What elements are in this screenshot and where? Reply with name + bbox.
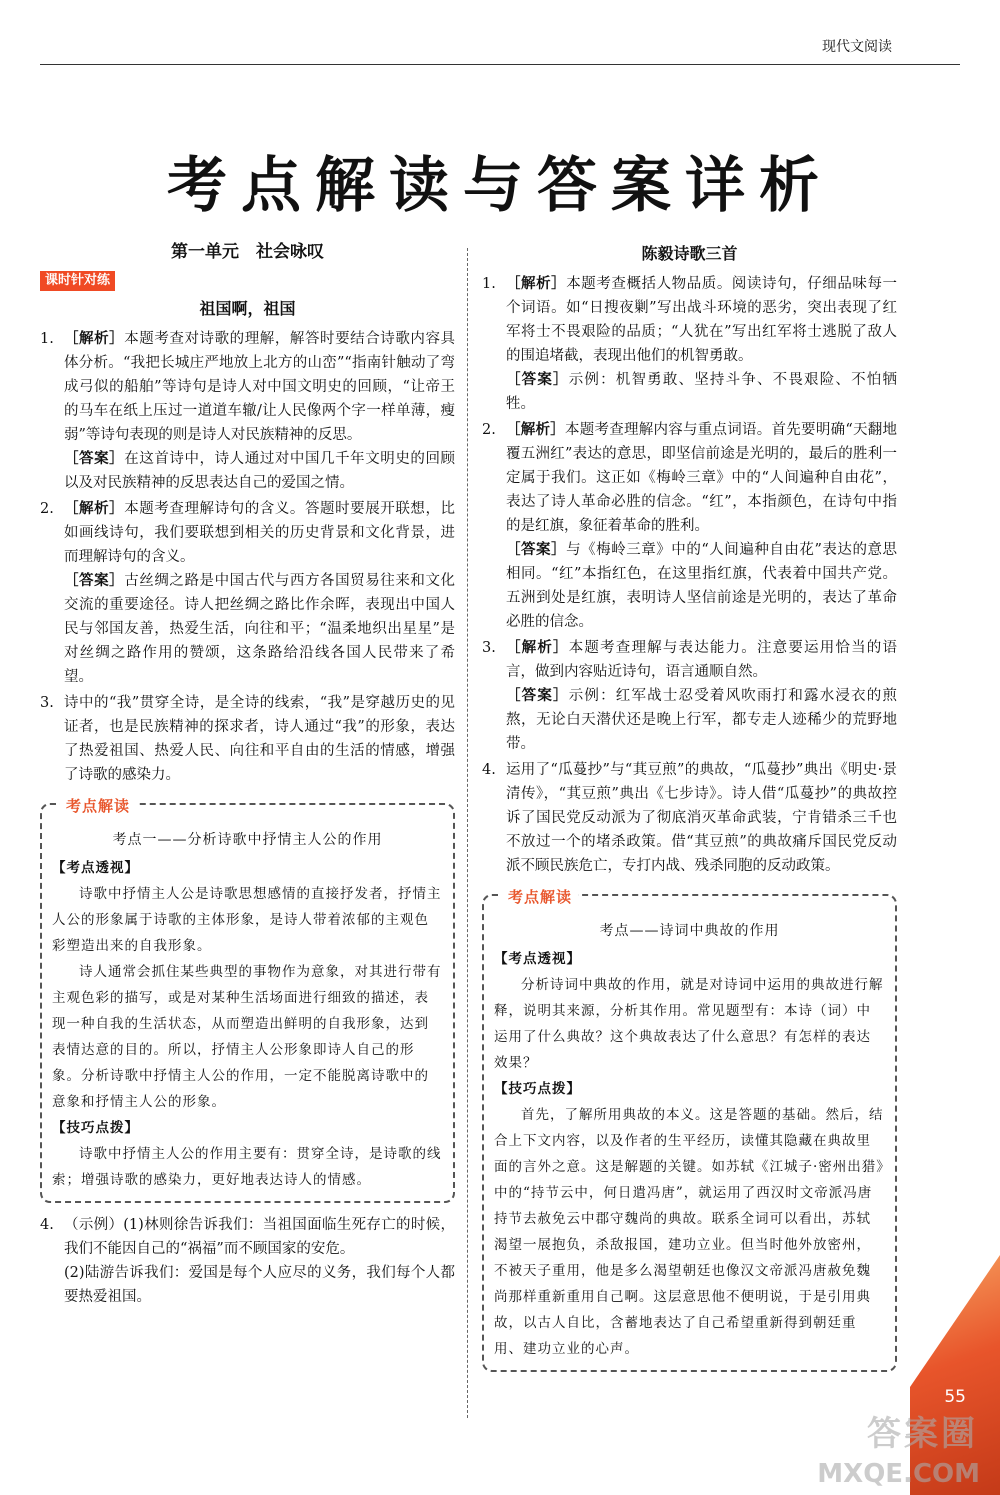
answer-item — [40, 497, 455, 689]
key-point-box — [40, 797, 455, 1203]
tips-heading: 【技巧点拨】 — [52, 1120, 139, 1136]
answer-item — [482, 758, 897, 878]
analysis-tag: ［解析］ — [64, 500, 125, 517]
answer-tag: ［答案］ — [506, 687, 569, 704]
analysis-tag: ［解析］ — [506, 639, 569, 656]
analysis-text: 本题考查理解诗句的含义。答题时要展开联想，比如画线诗句，我们要联想到相关的历史背景和文化背景，进而理解诗句的含义。 — [64, 501, 456, 565]
answer-item — [482, 636, 897, 756]
section-label: 现代文阅读 — [822, 39, 892, 55]
answer-item — [482, 272, 897, 416]
tips-paragraph: 首先，了解所用典故的本义。这是答题的基础。然后，结合上下文内容，以及作者的生平经历，读懂其隐藏在典故里面的言外之意。这是解题的关键。如苏轼《江城子·密州出猎》中的“持节云中，何日遣冯唐”，就运用了西汉时文帝派冯唐持节去赦免云中郡守魏尚的典故。联系全词可以看出，苏轼渴望一展抱负，杀敌报国，建功立业。但当时他外放密州，不被天子重用，他是多么渴望朝廷也像汉文帝派冯唐赦免魏尚那样重新重用自己啊。这层意思他不便明说，于是引用典故，以古人自比，含蓄地表达了自己希望重新得到朝廷重用、建功立业的心声。 — [494, 1107, 885, 1357]
answer-item — [40, 691, 455, 787]
answer-text: 古丝绸之路是中国古代与西方各国贸易往来和文化交流的重要途径。诗人把丝绸之路比作余晖，表现出中国人民与邻国友善，热爱生活，向往和平；“温柔地织出星星”是对丝绸之路作用的赞颂，这条路给沿线各国人民带来了希望。 — [64, 573, 456, 685]
right-column — [482, 240, 897, 1382]
item-number: 3. — [40, 695, 54, 711]
answer-text: 在这首诗中，诗人通过对中国几千年文明史的回顾以及对民族精神的反思表达自己的爱国之情。 — [64, 451, 456, 491]
analysis-text: 本题考查理解内容与重点词语。首先要明确“天翻地覆五洲红”表达的意思，即坚信前途是光明的，最后的胜利一定属于我们。这正如《梅岭三章》中的“人间遍种自由花”，表达了诗人革命必胜的信念。“红”，本指颜色，在诗句中指的是红旗，象征着革命的胜利。 — [506, 422, 897, 534]
key-point-paragraph: 分析诗词中典故的作用，就是对诗词中运用的典故进行解释，说明其来源，分析其作用。常见题型有：本诗（词）中运用了什么典故？这个典故表达了什么意思？有怎样的表达效果？ — [494, 977, 884, 1071]
answer-item — [40, 1213, 455, 1309]
item-number: 4. — [40, 1217, 54, 1233]
item-number: 4. — [482, 762, 496, 778]
key-point-paragraph: 诗歌中抒情主人公是诗歌思想感情的直接抒发者，抒情主人公的形象属于诗歌的主体形象，是诗人带着浓郁的主观色彩塑造出来的自我形象。 — [52, 886, 442, 954]
item-number: 2. — [482, 422, 496, 438]
key-point-tag: 考点解读 — [502, 884, 578, 910]
tips-paragraph: 诗歌中抒情主人公的作用主要有：贯穿全诗，是诗歌的线索；增强诗歌的感染力，更好地表达诗人的情感。 — [52, 1146, 442, 1188]
item-number: 1. — [40, 331, 54, 347]
answer-text: 运用了“瓜蔓抄”与“萁豆煎”的典故，“瓜蔓抄”典出《明史·景清传》，“萁豆煎”典出《七步诗》。诗人借“瓜蔓抄”的典故控诉了国民党反动派为了彻底消灭革命武装，宁肯错杀三千也不放过一个的堵杀政策。借“萁豆煎”的典故痛斥国民党反动派不顾民族危亡，专打内战、残杀同胞的反动政策。 — [506, 762, 897, 874]
answer-text: 与《梅岭三章》中的“人间遍种自由花”表达的意思相同。“红”本指红色，在这里指红旗，代表着中国共产党。五洲到处是红旗，表明诗人坚信前途是光明的，表达了革命必胜的信念。 — [506, 542, 898, 630]
answer-tag: ［答案］ — [506, 371, 569, 388]
poem-title: 陈毅诗歌三首 — [641, 244, 738, 263]
answer-tag: ［答案］ — [64, 572, 125, 589]
analysis-text: 本题考查概括人物品质。阅读诗句，仔细品味每一个词语。如“日搜夜剿”写出战斗环境的恶劣，突出表现了红军将士不畏艰险的品质；“人犹在”写出红军将士逃脱了敌人的围追堵截，表现出他们的机智勇敢。 — [506, 276, 898, 364]
analysis-tag: ［解析］ — [506, 421, 566, 438]
key-point-tag: 考点解读 — [60, 793, 136, 819]
answer-text: （示例）(1)林则徐告诉我们：当祖国面临生死存亡的时候，我们不能因自己的“祸福”而不顾国家的安危。 — [64, 1217, 455, 1257]
left-column — [40, 240, 455, 1311]
analysis-text: 本题考查对诗歌的理解，解答时要结合诗歌内容具体分析。“我把长城庄严地放上北方的山峦”“指南针触动了弯成弓似的船舶”等诗句是诗人对中国文明史的回顾，“让帝王的马车在纸上压过一道道车辙/让人民像两个字一样单薄，瘦弱”等诗句表现的则是诗人对民族精神的反思。 — [64, 331, 456, 443]
answer-text: 示例：机智勇敢、坚持斗争、不畏艰险、不怕牺牲。 — [506, 372, 897, 412]
answer-item — [40, 327, 455, 495]
item-number: 3. — [482, 640, 496, 656]
tips-heading: 【技巧点拨】 — [494, 1081, 581, 1097]
key-point-title: 考点一——分析诗歌中抒情主人公的作用 — [112, 832, 383, 848]
column-divider — [467, 248, 468, 1418]
answer-tag: ［答案］ — [506, 541, 567, 558]
answer-text: 示例：红军战士忍受着风吹雨打和露水浸衣的煎熬，无论白天潜伏还是晚上行军，都专走人迹稀少的荒野地带。 — [506, 688, 897, 752]
analysis-tag: ［解析］ — [64, 330, 125, 347]
answer-text: (2)陆游告诉我们：爱国是每个人应尽的义务，我们每个人都要热爱祖国。 — [64, 1265, 455, 1305]
poem-title: 祖国啊，祖国 — [199, 299, 296, 318]
key-point-title: 考点——诗词中典故的作用 — [599, 923, 780, 939]
header-rule — [40, 64, 960, 65]
item-number: 1. — [482, 276, 496, 292]
unit-title: 第一单元 社会咏叹 — [171, 242, 324, 262]
watermark-url: MXQE.COM — [817, 1459, 980, 1489]
main-title: 考点解读与答案详析 — [167, 151, 833, 221]
key-point-heading: 【考点透视】 — [494, 951, 581, 967]
answer-tag: ［答案］ — [64, 450, 125, 467]
answer-text: 诗中的“我”贯穿全诗，是全诗的线索，“我”是穿越历史的见证者，也是民族精神的探求者，诗人通过“我”的形象，表达了热爱祖国、热爱人民、向往和平自由的生活的情感，增强了诗歌的感染力。 — [64, 695, 455, 783]
key-point-paragraph: 诗人通常会抓住某些典型的事物作为意象，对其进行带有主观色彩的描写，或是对某种生活场面进行细致的描述，表现一种自我的生活状态，从而塑造出鲜明的自我形象，达到表情达意的目的。所以，抒情主人公形象即诗人自己的形象。分析诗歌中抒情主人公的作用，一定不能脱离诗歌中的意象和抒情主人公的形象。 — [52, 964, 442, 1110]
watermark-logo: 答案圈 — [867, 1414, 978, 1454]
key-point-heading: 【考点透视】 — [52, 860, 139, 876]
analysis-tag: ［解析］ — [506, 275, 567, 292]
item-number: 2. — [40, 501, 54, 517]
lesson-tag: 课时针对练 — [40, 271, 115, 291]
key-point-box — [482, 888, 897, 1372]
answer-item — [482, 418, 897, 634]
analysis-text: 本题考查理解与表达能力。注意要运用恰当的语言，做到内容贴近诗句，语言通顺自然。 — [506, 640, 897, 680]
page-number: 55 — [944, 1387, 966, 1407]
